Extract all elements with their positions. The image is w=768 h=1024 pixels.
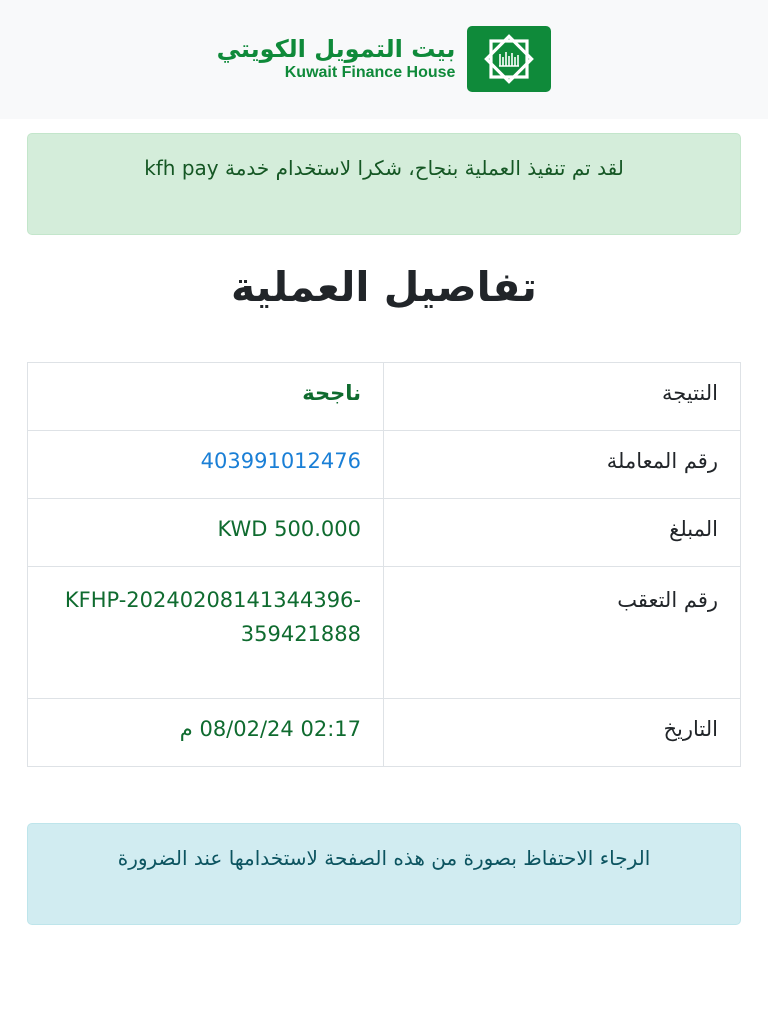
table-row-result [28,363,741,431]
table-row-tracking-number [28,567,741,699]
transaction-number-link[interactable] [28,431,384,499]
result-label: النتيجة [384,363,741,431]
kfh-emblem-icon [467,26,551,92]
amount-value: KWD 500.000 [217,517,361,541]
logo-text [216,34,456,81]
success-alert [27,133,741,235]
table-row-amount [28,499,741,567]
info-alert [27,823,741,925]
kfh-logo [217,26,552,92]
logo-arabic-name: بيت التمويل الكويتي [216,34,456,63]
table-row-transaction-number [28,431,741,499]
header [0,0,768,119]
date-label: التاريخ [384,699,741,767]
logo-english-name: Kuwait Finance House [284,63,456,81]
transaction-number-label: رقم المعاملة [384,431,741,499]
tracking-number-cell [28,567,384,699]
date-value: 02:17 08/02/24 م [28,699,384,767]
amount-cell [28,499,384,567]
table-row-date [28,699,741,767]
transaction-details-table [27,362,741,767]
transaction-number-value[interactable]: 403991012476 [200,449,361,473]
tracking-number-label: رقم التعقب [384,567,741,699]
info-message: الرجاء الاحتفاظ بصورة من هذه الصفحة لاستخدامها عند الضرورة [117,846,651,870]
success-message: لقد تم تنفيذ العملية بنجاح، شكرا لاستخدام خدمة kfh pay [144,156,624,180]
page-title: تفاصيل العملية [231,263,537,311]
amount-label: المبلغ [384,499,741,567]
result-value: ناجحة [28,363,384,431]
tracking-number-value: KFHP-20240208141344396-359421888 [64,588,361,646]
